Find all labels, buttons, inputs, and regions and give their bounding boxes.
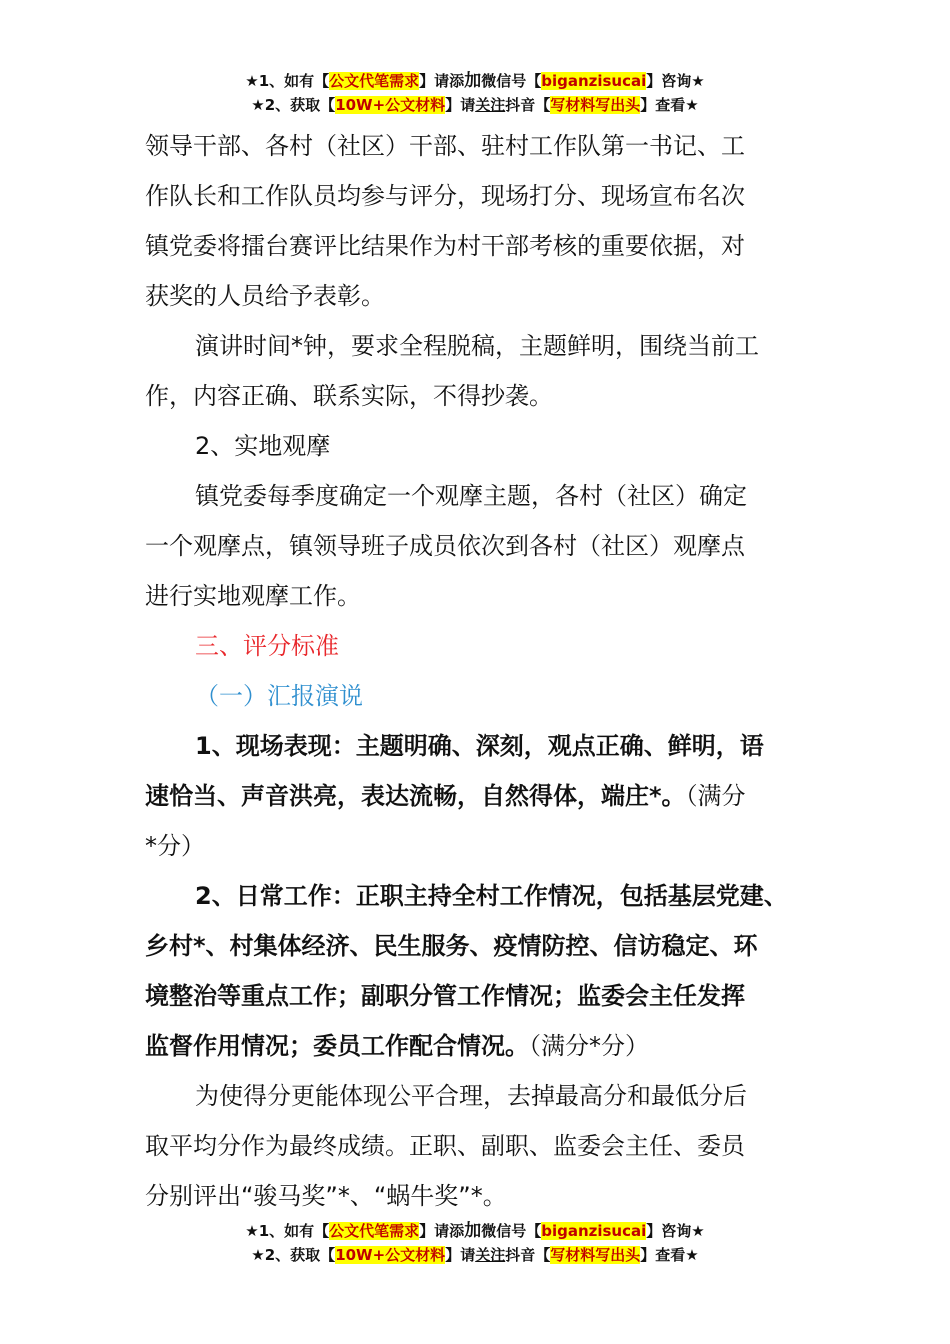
body-line-bold: 乡村*、村集体经济、民生服务、疫情防控、信访稳定、环 xyxy=(145,932,758,960)
body-line: 作队长和工作队员均参与评分，现场打分、现场宣布名次 xyxy=(145,182,745,210)
banner-text: ★1、如有【 xyxy=(245,1222,330,1240)
banner-wechat-id: biganzisucai xyxy=(541,72,647,90)
banner-text: 】请 xyxy=(445,96,476,114)
header-banner-line-1 xyxy=(0,70,950,92)
footer-banner-line-2 xyxy=(0,1244,950,1266)
banner-highlight: 公文代笔需求 xyxy=(329,72,420,90)
banner-text: 抖音【 xyxy=(505,96,551,114)
banner-text: 关注 xyxy=(475,96,506,114)
body-line: *分） xyxy=(145,832,205,860)
banner-text: 微信号【 xyxy=(481,1222,542,1240)
body-line: 演讲时间*钟，要求全程脱稿，主题鲜明，围绕当前工 xyxy=(195,332,759,360)
score-text: （满分 xyxy=(685,782,746,810)
section-heading: 三、评分标准 xyxy=(195,632,339,660)
banner-douyin-id: 写材料写出头 xyxy=(550,1246,641,1264)
header-banner-line-2 xyxy=(0,94,950,116)
footer-banner-line-1 xyxy=(0,1220,950,1242)
score-text: （满分*分） xyxy=(529,1032,649,1060)
body-line: 为使得分更能体现公平合理，去掉最高分和最低分后 xyxy=(195,1082,747,1110)
banner-text: 微信号【 xyxy=(481,72,542,90)
banner-wechat-id: biganzisucai xyxy=(541,1222,647,1240)
banner-text: 】咨询★ xyxy=(646,72,705,90)
banner-text: 加 xyxy=(464,1221,482,1241)
banner-text: ★2、获取【 xyxy=(251,1246,336,1264)
banner-text: ★2、获取【 xyxy=(251,96,336,114)
banner-text: 】请添 xyxy=(419,1222,465,1240)
bold-text: 监督作用情况；委员工作配合情况。 xyxy=(145,1032,529,1060)
body-line: 作，内容正确、联系实际，不得抄袭。 xyxy=(145,382,553,410)
body-line: 领导干部、各村（社区）干部、驻村工作队第一书记、工 xyxy=(145,132,745,160)
banner-text: 】请添 xyxy=(419,72,465,90)
banner-douyin-id: 写材料写出头 xyxy=(550,96,641,114)
body-line: 镇党委每季度确定一个观摩主题，各村（社区）确定 xyxy=(195,482,747,510)
subheading: 2、实地观摩 xyxy=(195,432,331,460)
banner-text: 】请 xyxy=(445,1246,476,1264)
body-line-bold: 2、日常工作：正职主持全村工作情况，包括基层党建、 xyxy=(195,882,788,910)
body-line-bold xyxy=(145,771,817,821)
banner-highlight: 10W+公文材料 xyxy=(335,96,446,114)
banner-text: 加 xyxy=(464,71,482,91)
banner-text: ★1、如有【 xyxy=(245,72,330,90)
body-line: 一个观摩点，镇领导班子成员依次到各村（社区）观摩点 xyxy=(145,532,745,560)
body-line: 镇党委将擂台赛评比结果作为村干部考核的重要依据，对 xyxy=(145,232,745,260)
banner-text: 】查看★ xyxy=(640,1246,699,1264)
banner-text: 关注 xyxy=(475,1246,506,1264)
banner-text: 抖音【 xyxy=(505,1246,551,1264)
banner-highlight: 10W+公文材料 xyxy=(335,1246,446,1264)
body-line: 取平均分作为最终成绩。正职、副职、监委会主任、委员 xyxy=(145,1132,745,1160)
banner-highlight: 公文代笔需求 xyxy=(329,1222,420,1240)
body-line-bold: 1、现场表现：主题明确、深刻，观点正确、鲜明，语 xyxy=(195,732,764,760)
banner-text: 】咨询★ xyxy=(646,1222,705,1240)
body-line-bold: 境整治等重点工作；副职分管工作情况；监委会主任发挥 xyxy=(145,982,745,1010)
bold-text: 速恰当、声音洪亮，表达流畅，自然得体，端庄*。 xyxy=(145,782,686,810)
body-line: 分别评出“骏马奖”*、“蜗牛奖”*。 xyxy=(145,1182,507,1210)
subsection-heading: （一）汇报演说 xyxy=(195,682,363,710)
body-line-bold xyxy=(145,1021,817,1071)
document-body xyxy=(145,121,817,1221)
banner-text: 】查看★ xyxy=(640,96,699,114)
body-line: 获奖的人员给予表彰。 xyxy=(145,282,385,310)
body-line: 进行实地观摩工作。 xyxy=(145,582,361,610)
